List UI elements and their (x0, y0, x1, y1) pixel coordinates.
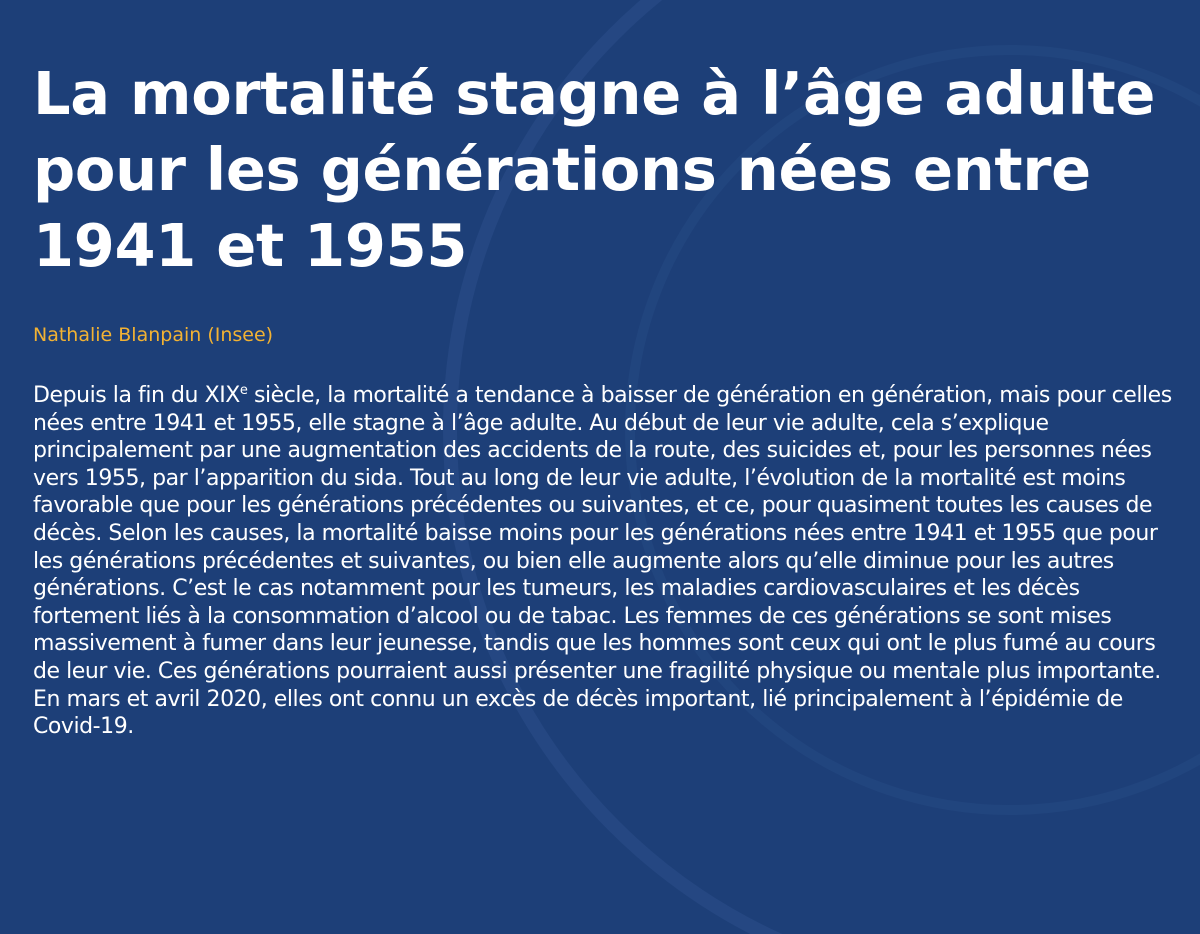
lead-text-start: Depuis la fin du XIX (33, 383, 240, 408)
article-header (33, 56, 1173, 741)
article-title: La mortalité stagne à l’âge adulte pour les générations nées entre 1941 et 1955 (33, 59, 1156, 280)
article-author[interactable]: Nathalie Blanpain (Insee) (33, 324, 274, 346)
article-lead (33, 382, 1173, 741)
lead-superscript: e (239, 383, 248, 398)
lead-text-rest: siècle, la mortalité a tendance à baisser de génération en génération, mais pour celles nées entre 1941 et 1955, elle stagne à l’âge adulte. Au début de leur vie adulte, cela s’explique principalement par une augmentation des accidents de la route, des suicides et, pour les personnes nées vers 1955, par l’apparition du sida. Tout au long de leur vie adulte, l’évolution de la mortalité est moins favorable que pour les générations précédentes ou suivantes, et ce, pour quasiment toutes les causes de décès. Selon les causes, la mortalité baisse moins pour les générations nées entre 1941 et 1955 que pour les générations précédentes et suivantes, ou bien elle augmente alors qu’elle diminue pour les autres générations. C’est le cas notamment pour les tumeurs, les maladies cardiovasculaires et les décès fortement liés à la consommation d’alcool ou de tabac. Les femmes de ces générations se sont mises massivement à fumer dans leur jeunesse, tandis que les hommes sont ceux qui ont le plus fumé au cours de leur vie. Ces générations pourraient aussi présenter une fragilité physique ou mentale plus importante. En mars et avril 2020, elles ont connu un excès de décès important, lié principalement à l’épidémie de Covid-19. (33, 383, 1172, 740)
